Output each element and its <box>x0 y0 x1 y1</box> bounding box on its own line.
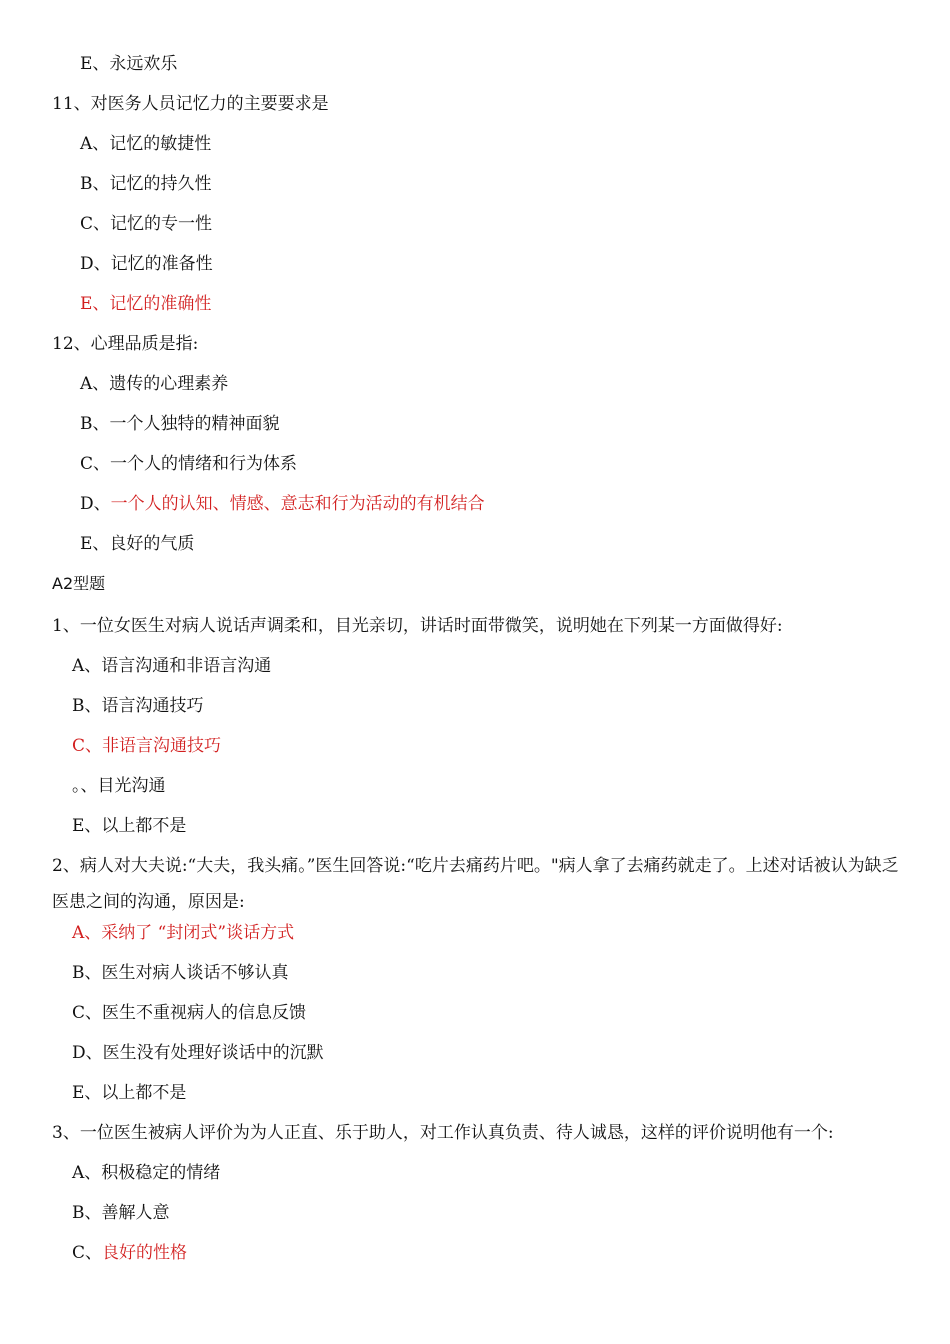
a2q2-stem: 2、病人对大夫说:“大夫，我头痛。”医生回答说:“吃片去痛药片吧。"病人拿了去痛药就走了。上述对话被认为缺乏医患之间的沟通，原因是: <box>52 856 899 912</box>
q11-option-d: D、记忆的准备性 <box>80 254 213 274</box>
q12-option-b: B、一个人独特的精神面貌 <box>80 414 280 434</box>
a2q2-option-c: C、医生不重视病人的信息反馈 <box>72 1003 307 1023</box>
q12-option-d-answer-text: 一个人的认知、情感、意志和行为活动的有机结合 <box>110 494 485 514</box>
a2q1-option-c-answer <box>72 734 221 758</box>
a2q1-option-a: A、语言沟通和非语言沟通 <box>72 656 272 676</box>
a2q3-stem: 3、一位医生被病人评价为为人正直、乐于助人，对工作认真负责、待人诚恳，这样的评价说明他有一个: <box>52 1123 834 1143</box>
q11-option-e-answer <box>80 292 211 316</box>
q12-option-e: E、良好的气质 <box>80 534 195 554</box>
a2q3-option-a: A、积极稳定的情绪 <box>72 1163 221 1183</box>
a2q2-option-a-text: 采纳了 “封闭式”谈话方式 <box>101 923 295 943</box>
q12-option-a: A、遗传的心理素养 <box>80 374 229 394</box>
q12-option-d <box>80 492 485 516</box>
a2q2-option-a-answer <box>72 921 294 945</box>
a2q2-option-b: B、医生对病人谈话不够认真 <box>72 963 289 983</box>
a2q2-option-d: D、医生没有处理好谈话中的沉默 <box>72 1043 324 1063</box>
q11-option-e-text: 记忆的准确性 <box>109 294 212 314</box>
q11-option-e-prefix: E、 <box>80 294 110 314</box>
q11-option-a: A、记忆的敏捷性 <box>80 134 212 154</box>
a2q2-option-e: E、以上都不是 <box>72 1083 187 1103</box>
a2q1-stem: 1、一位女医生对病人说话声调柔和，目光亲切，讲话时面带微笑，说明她在下列某一方面做得好: <box>52 616 783 636</box>
a2q1-option-b: B、语言沟通技巧 <box>72 696 204 716</box>
section-heading: A2型题 <box>52 574 106 593</box>
a2q1-option-c-prefix: C、 <box>72 736 103 756</box>
q10-option-e: E、永远欢乐 <box>80 54 178 74</box>
a2q3-option-c-prefix: C、 <box>72 1243 103 1263</box>
a2q1-option-d: 。、目光沟通 <box>72 776 166 796</box>
a2q3-option-c <box>72 1241 187 1265</box>
q12-stem: 12、心理品质是指: <box>52 334 199 354</box>
a2q1-option-c-text: 非语言沟通技巧 <box>102 736 222 756</box>
a2q2-option-a-prefix: A、 <box>72 923 102 943</box>
q12-option-d-prefix: D、 <box>80 494 111 514</box>
q11-stem: 11、对医务人员记忆力的主要要求是 <box>52 94 329 114</box>
a2q1-option-e: E、以上都不是 <box>72 816 187 836</box>
q12-option-c: C、一个人的情绪和行为体系 <box>80 454 298 474</box>
a2q3-option-b: B、善解人意 <box>72 1203 170 1223</box>
q11-option-c: C、记忆的专一性 <box>80 214 213 234</box>
q11-option-b: B、记忆的持久性 <box>80 174 212 194</box>
a2q3-option-c-answer-text: 良好的性格 <box>102 1243 188 1263</box>
